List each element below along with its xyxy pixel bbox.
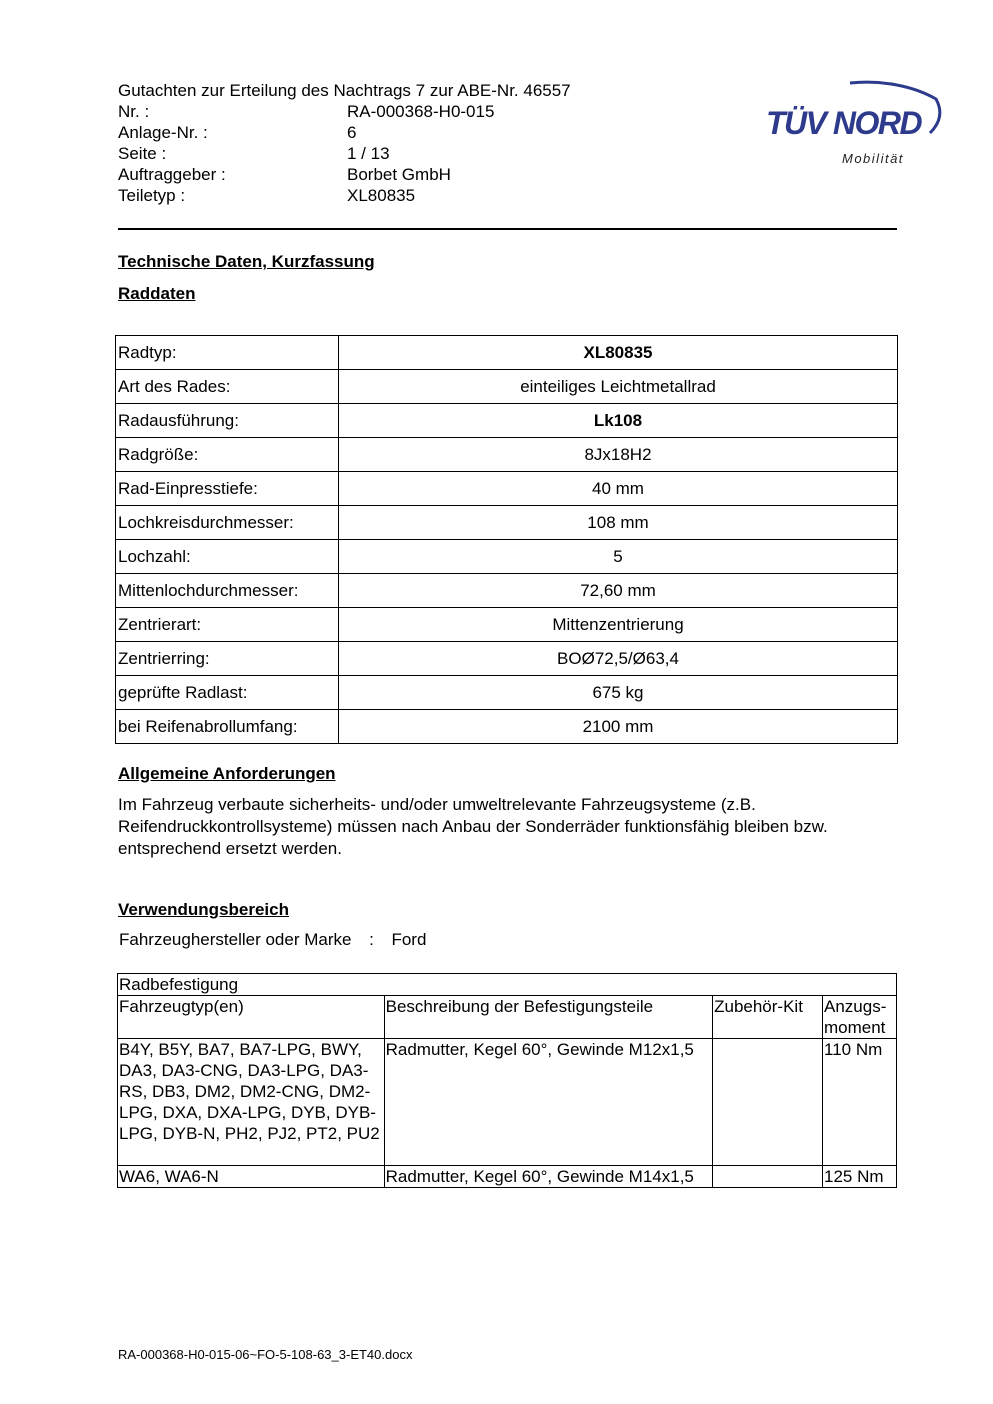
table-row [116,472,898,506]
wheel-value: 8Jx18H2 [339,438,898,472]
logo-brand-text: TÜV NORD [766,105,922,141]
table-row [116,574,898,608]
vehicle-types-cell: WA6, WA6-N [118,1166,385,1188]
table-row [116,336,898,370]
vehicle-types-cell: B4Y, B5Y, BA7, BA7-LPG, BWY, DA3, DA3-CNG, DA3-LPG, DA3-RS, DB3, DM2, DM2-CNG, DM2-LPG, DXA, DXA-LPG, DYB, DYB-LPG, DYB-N, PH2, PJ2, PT2, PU2 [118,1039,385,1166]
header-label: Teiletyp : [118,186,186,205]
wheel-label: Rad-Einpresstiefe: [116,472,339,506]
wheel-value: 72,60 mm [339,574,898,608]
maker-label: Fahrzeughersteller oder Marke [119,930,352,949]
usage-heading: Verwendungsbereich [118,900,289,919]
table-title-row [118,974,897,996]
table-row [116,506,898,540]
header-divider [118,228,897,230]
wheel-value: 2100 mm [339,710,898,744]
table-row [118,1166,897,1188]
maker-colon: : [369,930,374,949]
description-cell: Radmutter, Kegel 60°, Gewinde M12x1,5 [384,1039,712,1166]
wheel-value: Lk108 [339,404,898,438]
wheel-label: Art des Rades: [116,370,339,404]
wheel-value: einteiliges Leichtmetallrad [339,370,898,404]
wheel-value: 675 kg [339,676,898,710]
document-title: Gutachten zur Erteilung des Nachtrags 7 zur ABE-Nr. 46557 [118,81,571,100]
wheel-data-table [115,335,898,744]
wheel-value: 40 mm [339,472,898,506]
wheel-value: 108 mm [339,506,898,540]
tuev-nord-logo [760,55,945,175]
header-value: Borbet GmbH [347,165,451,184]
table-row [116,404,898,438]
header-label: Nr. : [118,102,150,121]
column-header: Anzugs-moment [823,996,897,1039]
header-row-nr [118,101,658,122]
wheel-label: Zentrierring: [116,642,339,676]
wheel-value: BOØ72,5/Ø63,4 [339,642,898,676]
mounting-title: Radbefestigung [118,974,897,996]
table-row [116,608,898,642]
torque-cell: 110 Nm [823,1039,897,1166]
header-label: Anlage-Nr. : [118,123,208,142]
wheel-label: Radausführung: [116,404,339,438]
table-header-row [118,996,897,1039]
table-row [116,710,898,744]
header-value: RA-000368-H0-015 [347,102,495,121]
wheel-label: geprüfte Radlast: [116,676,339,710]
wheel-label: Zentrierart: [116,608,339,642]
header-value: XL80835 [347,186,416,205]
wheel-value: 5 [339,540,898,574]
wheel-label: Lochzahl: [116,540,339,574]
wheel-label: Mittenlochdurchmesser: [116,574,339,608]
wheel-label: bei Reifenabrollumfang: [116,710,339,744]
general-requirements-heading: Allgemeine Anforderungen [118,764,336,783]
header-row-anlage [118,122,658,143]
wheel-data-heading: Raddaten [118,284,196,303]
wheel-label: Radtyp: [116,336,339,370]
header-row-seite [118,143,658,164]
table-row [118,1039,897,1166]
header-row-auftraggeber [118,164,658,185]
logo-sub-text: Mobilität [842,151,904,166]
header-label: Seite : [118,144,167,163]
general-requirements-text: Im Fahrzeug verbaute sicherheits- und/oder umweltrelevante Fahrzeugsysteme (z.B. Reifendruckkontrollsysteme) müssen nach Anbau der Sonderräder funktionsfähig bleiben bzw. entsprechend ersetzt werden. [118,795,828,858]
vehicle-maker-line [119,930,426,950]
wheel-label: Radgröße: [116,438,339,472]
tech-data-heading: Technische Daten, Kurzfassung [118,252,375,271]
table-row [116,642,898,676]
maker-value: Ford [391,930,427,949]
header-label: Auftraggeber : [118,165,226,184]
document-header [118,80,658,206]
column-header: Beschreibung der Befestigungsteile [384,996,712,1039]
document-footer: RA-000368-H0-015-06~FO-5-108-63_3-ET40.docx [118,1347,413,1362]
header-value: 6 [347,123,357,142]
table-row [116,438,898,472]
column-header: Zubehör-Kit [713,996,823,1039]
header-row-teiletyp [118,185,658,206]
wheel-label: Lochkreisdurchmesser: [116,506,339,540]
wheel-value: XL80835 [339,336,898,370]
table-row [116,676,898,710]
column-header: Fahrzeugtyp(en) [118,996,385,1039]
table-row [116,540,898,574]
wheel-mounting-table [117,973,897,1188]
header-value: 1 / 13 [347,144,390,163]
wheel-value: Mittenzentrierung [339,608,898,642]
table-row [116,370,898,404]
description-cell: Radmutter, Kegel 60°, Gewinde M14x1,5 [384,1166,712,1188]
kit-cell [713,1166,823,1188]
torque-cell: 125 Nm [823,1166,897,1188]
kit-cell [713,1039,823,1166]
